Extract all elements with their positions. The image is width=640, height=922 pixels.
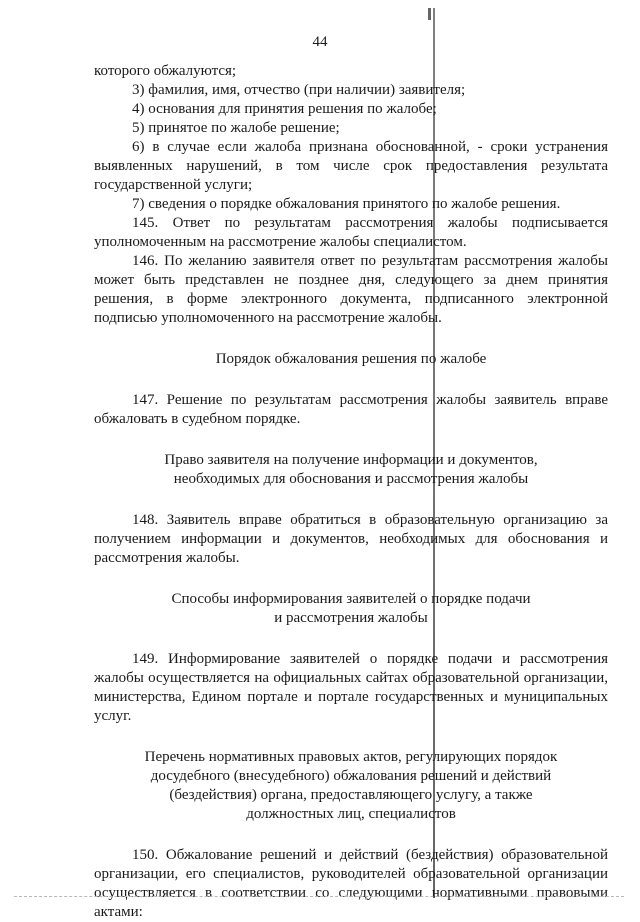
heading-line: и рассмотрения жалобы xyxy=(274,610,428,626)
paragraph-145: 145. Ответ по результатам рассмотрения жалобы подписывается уполномоченным на рассмотрение жалобы специалистом. xyxy=(94,215,608,250)
heading-line: (бездействия) органа, предоставляющего услугу, а также xyxy=(169,787,533,803)
scan-edge xyxy=(14,896,624,897)
heading-line: должностных лиц, специалистов xyxy=(246,806,456,822)
list-item: 7) сведения о порядке обжалования принятого по жалобе решения. xyxy=(132,196,561,212)
scan-tick-mark xyxy=(428,8,431,20)
paragraph-146: 146. По желанию заявителя ответ по результатам рассмотрения жалобы может быть представлен не позднее дня, следующего за днем принятия решения, в форме электронного документа, подписанного электронной подписью уполномоченного на рассмотрение жалобы. xyxy=(94,253,608,326)
paragraph-149: 149. Информирование заявителей о порядке подачи и рассмотрения жалобы осуществляется на официальных сайтах образовательной организации, министерства, Едином портале и портале государственных и муниципальных услуг. xyxy=(94,651,608,724)
heading-line: досудебного (внесудебного) обжалования решений и действий xyxy=(150,768,552,784)
list-item: 3) фамилия, имя, отчество (при наличии) заявителя; xyxy=(132,82,466,98)
list-item: 5) принятое по жалобе решение; xyxy=(132,120,340,136)
section-heading-informing-methods xyxy=(94,590,608,628)
document-body xyxy=(94,62,608,922)
paragraph-150: 150. Обжалование решений и действий (бездействия) образовательной организации, его специалистов, руководителей образовательной организации осуществляется в соответствии со следующими нормативными правовыми актами: xyxy=(94,847,608,920)
heading-line: Право заявителя на получение информации и документов, xyxy=(164,452,538,468)
list-item: 4) основания для принятия решения по жалобе; xyxy=(132,101,437,117)
section-heading-regulatory-acts xyxy=(94,748,608,824)
section-heading-appeal-order: Порядок обжалования решения по жалобе xyxy=(215,351,487,367)
paragraph: которого обжалуются; xyxy=(94,63,237,79)
heading-line: Перечень нормативных правовых актов, регулирующих порядок xyxy=(144,749,558,765)
heading-line: Способы информирования заявителей о порядке подачи xyxy=(171,591,531,607)
page-number: 44 xyxy=(312,34,328,50)
heading-line: необходимых для обоснования и рассмотрения жалобы xyxy=(173,471,529,487)
section-heading-right-to-information xyxy=(94,451,608,489)
list-item: 6) в случае если жалоба признана обоснованной, - сроки устранения выявленных нарушений, в том числе срок предоставления результата государственной услуги; xyxy=(94,139,608,193)
paragraph-147: 147. Решение по результатам рассмотрения жалобы заявитель вправе обжаловать в судебном порядке. xyxy=(94,392,608,427)
paragraph-148: 148. Заявитель вправе обратиться в образовательную организацию за получением информации и документов, необходимых для обоснования и рассмотрения жалобы. xyxy=(94,512,608,566)
